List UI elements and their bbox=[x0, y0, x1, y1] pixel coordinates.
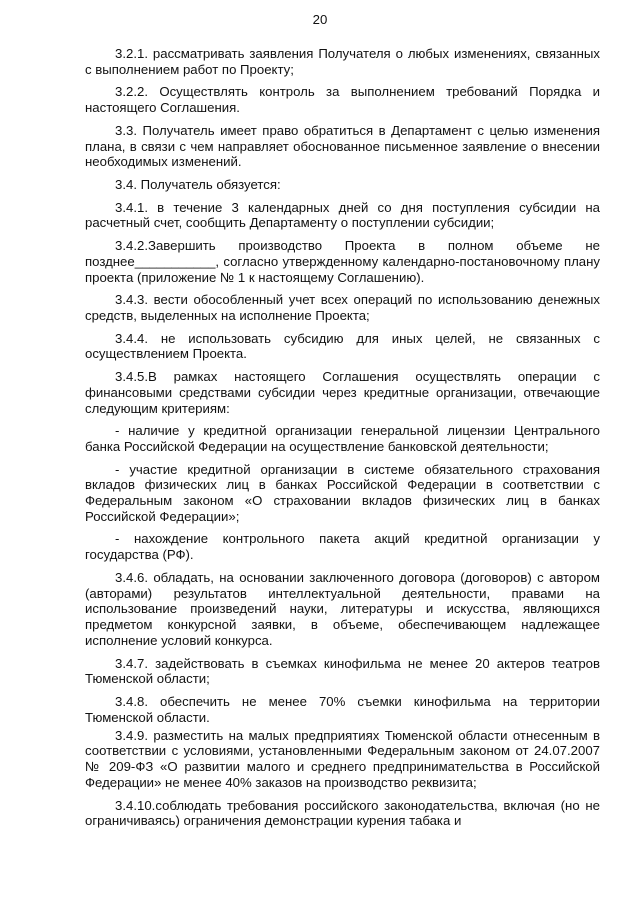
paragraph-3-4-7: 3.4.7. задействовать в съемках кинофильма не менее 20 актеров театров Тюменской области; bbox=[85, 655, 600, 687]
paragraph-3-4-3: 3.4.3. вести обособленный учет всех операций по использованию денежных средств, выделенных на исполнение Проекта; bbox=[85, 292, 600, 323]
list-item-state-ownership: - нахождение контрольного пакета акций кредитной организации у государства (РФ). bbox=[85, 531, 600, 563]
paragraph-3-2-2: 3.2.2. Осуществлять контроль за выполнением требований Порядка и настоящего Соглашения. bbox=[85, 84, 600, 116]
paragraph-3-4-6: 3.4.6. обладать, на основании заключенного договора (договоров) с автором (авторами) результатов интеллектуальной деятельности, правами на использование произведений науки, литературы и искусства, являющихся предметом конкурсной заявки, в объеме, обеспечивающем надлежащее исполнение условий конкурса. bbox=[85, 569, 600, 649]
paragraph-3-4-8: 3.4.8. обеспечить не менее 70% съемки кинофильма на территории Тюменской области. bbox=[85, 694, 600, 725]
paragraph-3-4-10: 3.4.10.соблюдать требования российского законодательства, включая (но не ограничиваясь) ограничения демонстрации курения табака и bbox=[85, 797, 600, 829]
paragraph-3-4-5: 3.4.5.В рамках настоящего Соглашения осуществлять операции с финансовыми средствами субсидии через кредитные организации, отвечающие следующим критериям: bbox=[85, 368, 600, 416]
page-number: 20 bbox=[312, 12, 328, 27]
list-item-insurance: - участие кредитной организации в системе обязательного страхования вкладов физических лиц в банках Российской Федерации в соответствии с Федеральным законом «О страховании вкладов физических лиц в банках Российской Федерации»; bbox=[85, 461, 600, 524]
paragraph-3-4-9: 3.4.9. разместить на малых предприятиях Тюменской области отнесенным в соответствии с условиями, установленными Федеральным законом от 24.07.2007 № 209-ФЗ «О развитии малого и среднего предпринимательства в Российской Федерации» не менее 40% заказов на производство реквизита; bbox=[85, 727, 600, 791]
paragraph-3-4-4: 3.4.4. не использовать субсидию для иных целей, не связанных с осуществлением Проекта. bbox=[85, 330, 600, 362]
document-body bbox=[85, 46, 600, 829]
paragraph-3-3: 3.3. Получатель имеет право обратиться в Департамент с целью изменения плана, в связи с чем направляет обоснованное письменное заявление о внесении необходимых изменений. bbox=[85, 122, 600, 170]
paragraph-3-4-2: 3.4.2.Завершить производство Проекта в полном объеме не позднее___________, согласно утвержденному календарно-постановочному плану проекта (приложение № 1 к настоящему Соглашению). bbox=[85, 237, 600, 285]
list-item-license: - наличие у кредитной организации генеральной лицензии Центрального банка Российской Федерации на осуществление банковской деятельности; bbox=[85, 423, 600, 454]
paragraph-3-4-1: 3.4.1. в течение 3 календарных дней со дня поступления субсидии на расчетный счет, сообщить Департаменту о поступлении субсидии; bbox=[85, 199, 600, 231]
paragraph-3-2-1: 3.2.1. рассматривать заявления Получателя о любых изменениях, связанных с выполнением работ по Проекту; bbox=[85, 46, 600, 77]
paragraph-3-4: 3.4. Получатель обязуется: bbox=[115, 176, 281, 192]
